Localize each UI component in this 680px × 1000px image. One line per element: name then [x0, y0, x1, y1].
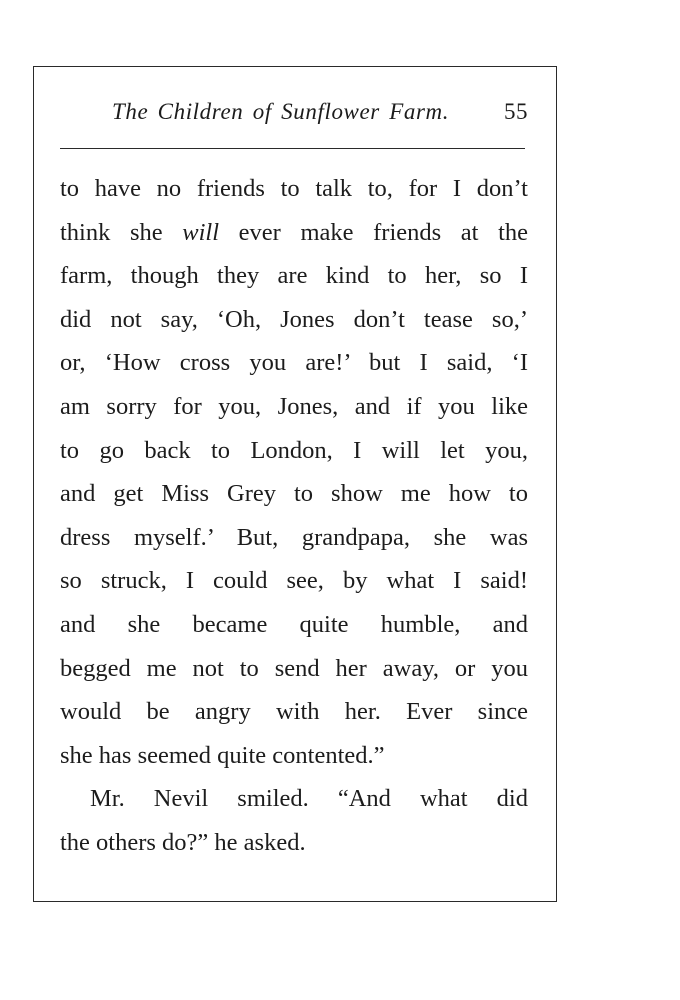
- body-text: [60, 167, 528, 865]
- text-line: the others do?” he asked.: [60, 828, 306, 856]
- page-number: 55: [504, 99, 528, 124]
- running-title: The Children of Sunflower Farm.: [112, 99, 450, 124]
- text-line: dress myself.’ But, grandpapa, she was: [60, 523, 528, 551]
- text-line: [60, 211, 528, 255]
- text-line: did not say, ‘Oh, Jones don’t tease so,’: [60, 305, 528, 333]
- text-segment: think she: [60, 218, 163, 246]
- text-line: and she became quite humble, and: [60, 610, 528, 638]
- page-border-frame: [33, 66, 557, 902]
- emphasized-word: will: [182, 218, 220, 246]
- text-line: am sorry for you, Jones, and if you like: [60, 392, 528, 420]
- text-line: farm, though they are kind to her, so I: [60, 262, 528, 290]
- text-line: to go back to London, I will let you,: [60, 436, 528, 464]
- text-segment: ever make friends at the: [238, 218, 529, 246]
- text-line: so struck, I could see, by what I said!: [60, 567, 528, 595]
- text-line: and get Miss Grey to show me how to: [60, 480, 528, 508]
- header-rule: [60, 148, 525, 149]
- text-line: Mr. Nevil smiled. “And what did: [90, 785, 528, 813]
- text-line: begged me not to send her away, or you: [60, 654, 528, 682]
- text-line: to have no friends to talk to, for I don’t: [60, 175, 528, 202]
- text-line: or, ‘How cross you are!’ but I said, ‘I: [60, 349, 528, 377]
- page-header: [34, 95, 556, 135]
- text-line: she has seemed quite contented.”: [60, 741, 385, 769]
- text-line: would be angry with her. Ever since: [60, 698, 528, 726]
